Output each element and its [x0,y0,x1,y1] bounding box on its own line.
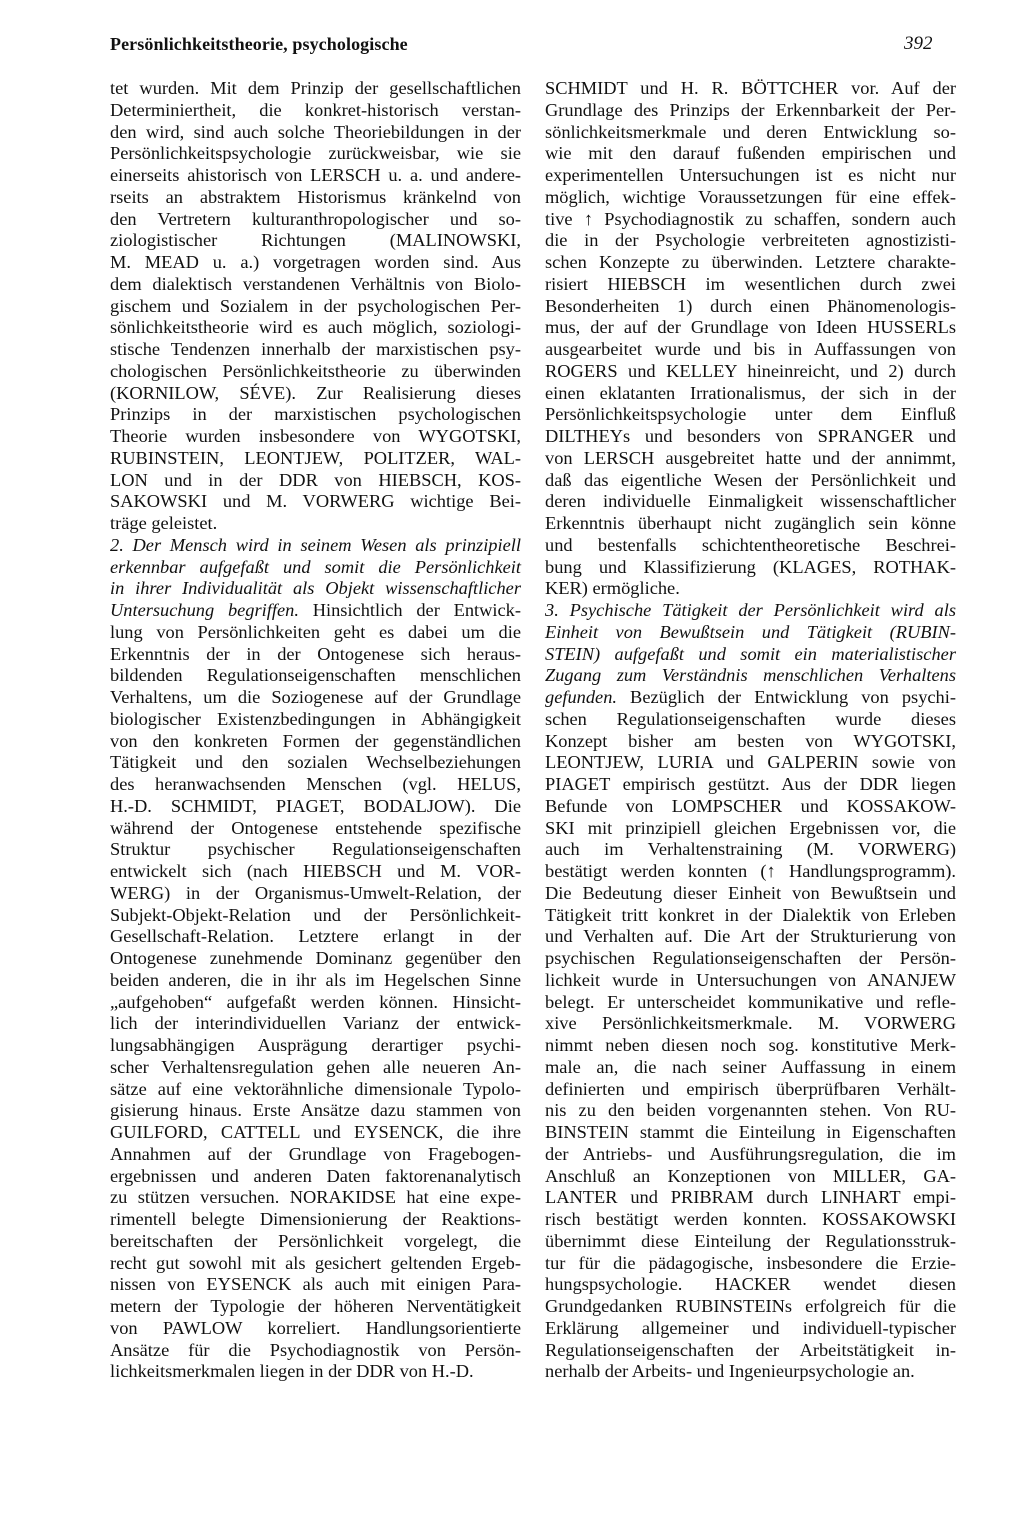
text-line: lichkeit wurde in Untersuchungen von ANANJEW [545,969,956,990]
text-line: sönlichkeitstheorie wird es auch möglich, soziologi- [110,317,521,338]
text-line: xive Persönlichkeitsmerkmale. M. VORWERG [545,1013,956,1034]
text-line: Besonderheiten 1) durch einen Phänomenologis- [545,295,956,316]
text-line: KER) ermögliche. [545,578,680,599]
text-line: PIAGET empirisch gestützt. Aus der DDR liegen [545,774,956,794]
text-line: sätze auf eine vektorähnliche dimensionale Typolo- [110,1078,521,1099]
text-line: SKI mit prinzipiell gleichen Ergebnissen vor, die [545,817,956,838]
text-line: ziologistischer Richtungen (MALINOWSKI, [110,230,521,251]
text-line: Zugang zum Verständnis menschlichen Verhaltens [545,665,956,686]
text-line: schen Konzepte zu überwinden. Letztere charakte- [545,252,956,272]
text-line: tur für die pädagogische, insbesondere die Erzie- [545,1252,956,1273]
text-line: rseits an abstraktem Historismus kränkelnd von [110,186,521,207]
text-line: die in der Psychologie verbreiteten agnostizisti- [545,230,956,251]
text-line: lungsabhängigen Ausprägung derartiger psychi- [110,1035,521,1055]
text-line: male an, die nach seiner Auffassung in einem [545,1056,956,1077]
text-line: bildenden Regulationseigenschaften menschlichen [110,665,521,686]
text-line: Erkenntnis der in der Ontogenese sich heraus- [110,643,521,664]
text-line: (KORNILOW, SÉVE). Zur Realisierung dieses [110,382,521,403]
text-line: BINSTEIN stammt die Einteilung in Eigenschaften [545,1122,956,1142]
text-line: DILTHEYs und besonders von SPRANGER und [545,426,956,446]
text-line: nis zu den beiden vorgenannten stehen. Von RU- [545,1100,956,1121]
text-line: hungspsychologie. HACKER wendet diesen [545,1274,956,1295]
text-line: Befunde von LOMPSCHER und KOSSAKOW- [545,795,956,816]
text-line: risiert HIEBSCH im wesentlichen durch zwei [545,273,956,294]
text-line: Grundlage des Prinzips der Erkennbarkeit der Per- [545,99,956,120]
text-line: Tätigkeit und den sozialen Wechselbeziehungen [110,752,521,773]
text-line: Erkenntnis überhaupt nicht zugänglich sein könne [545,513,956,533]
text-line: mus, der auf der Grundlage von Ideen HUSSERLs [545,317,956,338]
text-line: den wird, sind auch solche Theoriebildungen in der [110,121,521,142]
text-line: 3. Psychische Tätigkeit der Persönlichkeit wird als [545,600,956,620]
text-line: Ontogenese zunehmende Dominanz gegenüber den [110,948,521,968]
page-number: 392 [904,33,933,54]
text-line: erkennbar aufgefaßt und somit die Persönlichkeit [110,556,521,577]
text-line: Tätigkeit tritt konkret in der Dialektik von Erleben [545,904,956,925]
text-line: zu stützen versuchen. NORAKIDSE hat eine expe- [110,1187,521,1208]
text-line: von PAWLOW korreliert. Handlungsorientierte [110,1317,521,1338]
text-line: Grundgedanken RUBINSTEINs erfolgreich für die [545,1296,956,1316]
text-line: SAKOWSKI und M. VORWERG wichtige Bei- [110,491,521,512]
regular-segment: Hinsichtlich der Entwick- [298,600,521,620]
text-line: rimentell belegte Dimensionierung der Reaktions- [110,1209,521,1229]
italic-segment: Untersuchung begriffen. [110,600,299,620]
text-line: Persönlichkeitspsychologie unter dem Einfluß [545,404,956,425]
text-line [545,687,956,709]
text-line: von den konkreten Formen der gegenständlichen [110,730,521,751]
text-line: metern der Typologie der höheren Nerventätigkeit [110,1296,521,1316]
text-line: Struktur psychischer Regulationseigenschaften [110,839,521,860]
text-line: Anschluß an Konzeptionen von MILLER, GA- [545,1165,956,1186]
text-line: gischem und Sozialem in der psychologischen Per- [110,295,521,316]
text-line: lich der interindividuellen Varianz der entwick- [110,1013,521,1034]
text-line: Ansätze für die Psychodiagnostik von Persön- [110,1339,521,1360]
text-line: lung von Persönlichkeiten geht es dabei um die [110,621,521,642]
text-line: Gesellschaft-Relation. Letztere erlangt in der [110,926,521,947]
text-line: deren individuelle Einmaligkeit wissenschaftlicher [545,491,956,512]
text-line [110,600,521,622]
text-line: H.-D. SCHMIDT, PIAGET, BODALJOW). Die [110,795,521,816]
italic-segment: gefunden. [545,687,618,707]
right-column [545,78,956,1383]
text-line: wie mit den darauf fußenden empirischen und [545,143,956,164]
text-line: bung und Klassifizierung (KLAGES, ROTHAK- [545,556,956,577]
text-line: dem dialektisch verstandenen Verhältnis von Biolo- [110,273,521,294]
text-line: LANTER und PRIBRAM durch LINHART empi- [545,1187,956,1208]
text-line: M. MEAD u. a.) vorgetragen worden sind. Aus [110,252,521,272]
text-line: einerseits ahistorisch von LERSCH u. a. und andere- [110,165,521,185]
text-line: bereitschaften der Persönlichkeit vorgelegt, die [110,1230,521,1251]
text-line: chologischen Persönlichkeitstheorie zu überwinden [110,360,521,381]
text-line: STEIN) aufgefaßt und somit ein materialistischer [545,643,956,664]
text-line: Prinzips in der marxistischen psychologischen [110,404,521,425]
text-line: schen Regulationseigenschaften wurde dieses [545,708,956,729]
text-line: beiden anderen, die in ihr als im Hegelschen Sinne [110,969,521,990]
text-line: „aufgehoben“ aufgefaßt werden können. Hinsicht- [110,991,521,1012]
text-line: belegt. Er unterscheidet kommunikative und refle- [545,991,956,1012]
text-line: sönlichkeitsmerkmale und deren Entwicklung so- [545,121,956,142]
text-line: träge geleistet. [110,513,218,533]
page-header-title: Persönlichkeitstheorie, psychologische [110,34,408,54]
text-line: während der Ontogenese entstehende spezifische [110,817,521,838]
text-line: einen eklatanten Irrationalismus, der sich in der [545,382,956,403]
text-line: scher Verhaltensregulation gehen alle neueren An- [110,1056,521,1077]
text-line: risch bestätigt werden konnten. KOSSAKOWSKI [545,1209,956,1229]
text-line: recht gut sowohl mit als gesichert geltenden Ergeb- [110,1252,521,1273]
text-line: stische Tendenzen innerhalb der marxistischen psy- [110,339,521,359]
text-line: SCHMIDT und H. R. BÖTTCHER vor. Auf der [545,78,956,98]
text-line: tet wurden. Mit dem Prinzip der gesellschaftlichen [110,78,521,98]
text-line: und bestenfalls schichtentheoretische Beschrei- [545,534,956,555]
regular-segment: Bezüglich der Entwicklung von psychi- [617,687,956,707]
text-line: Theorie wurden insbesondere von WYGOTSKI, [110,426,521,446]
text-line: LEONTJEW, LURIA und GALPERIN sowie von [545,752,956,773]
text-line: daß das eigentliche Wesen der Persönlichkeit und [545,469,956,490]
text-line: ergebnissen und anderen Daten faktorenanalytisch [110,1165,521,1186]
text-line: nimmt neben diesen noch sog. konstitutive Merk- [545,1035,956,1055]
text-line: biologischer Existenzbedingungen in Abhängigkeit [110,708,521,729]
text-line: experimentellen Untersuchungen ist es nicht nur [545,165,956,185]
text-line: gisierung hinaus. Erste Ansätze dazu stammen von [110,1100,521,1121]
text-line: nerhalb der Arbeits- und Ingenieurpsychologie an. [545,1361,915,1382]
text-line: Konzept bisher am besten von WYGOTSKI, [545,730,956,751]
text-line: in ihrer Individualität als Objekt wissenschaftlicher [110,578,521,599]
text-line: 2. Der Mensch wird in seinem Wesen als prinzipiell [110,534,521,555]
text-line: LON und in der DDR von HIEBSCH, KOS- [110,469,521,490]
left-column [110,78,521,1383]
text-line: entwickelt sich (nach HIEBSCH und M. VOR- [110,861,521,881]
text-line: bestätigt werden konnten (↑ Handlungsprogramm). [545,861,956,881]
text-line: Regulationseigenschaften der Arbeitstätigkeit in- [545,1339,956,1360]
text-line: Verhaltens, um die Soziogenese auf der Grundlage [110,687,521,707]
text-line: Erklärung allgemeiner und individuell-typischer [545,1317,956,1338]
text-line: Annahmen auf der Grundlage von Fragebogen- [110,1143,521,1164]
text-line: möglich, wichtige Voraussetzungen für eine effek- [545,186,956,207]
text-line: der Antriebs- und Ausführungsregulation, die im [545,1143,956,1164]
text-line: von LERSCH ausgebreitet hatte und der annimmt, [545,447,956,468]
text-line: ROGERS und KELLEY hineinreicht, und 2) durch [545,360,956,381]
text-line: GUILFORD, CATTELL und EYSENCK, die ihre [110,1122,521,1142]
text-line: und Verhalten auf. Die Art der Strukturierung von [545,926,956,947]
text-line: Einheit von Bewußtsein und Tätigkeit (RUBIN- [545,621,956,642]
text-line: RUBINSTEIN, LEONTJEW, POLITZER, WAL- [110,447,521,468]
text-line: des heranwachsenden Menschen (vgl. HELUS, [110,774,521,794]
text-line: nissen von EYSENCK als auch mit einigen Para- [110,1274,521,1295]
text-line: tive ↑ Psychodiagnostik zu schaffen, sondern auch [545,208,956,229]
text-line: Persönlichkeitspsychologie zurückweisbar, wie sie [110,143,521,164]
text-line: ausgearbeitet wurde und bis in Auffassungen von [545,339,956,359]
text-line: übernimmt diese Einteilung der Regulationsstruk- [545,1230,956,1251]
text-line: Die Bedeutung dieser Einheit von Bewußtsein und [545,882,956,903]
text-line: auch im Verhaltenstraining (M. VORWERG) [545,839,956,860]
text-line: Determiniertheit, die konkret-historisch verstan- [110,99,521,120]
text-line: psychischen Regulationseigenschaften der Persön- [545,948,956,968]
text-line: Subjekt-Objekt-Relation und der Persönlichkeit- [110,904,521,925]
text-line: WERG) in der Organismus-Umwelt-Relation, der [110,882,521,903]
text-line: lichkeitsmerkmalen liegen in der DDR von H.-D. [110,1361,474,1382]
text-line: den Vertretern kulturanthropologischer und so- [110,208,521,229]
text-line: definierten und empirisch überprüfbaren Verhält- [545,1078,956,1099]
